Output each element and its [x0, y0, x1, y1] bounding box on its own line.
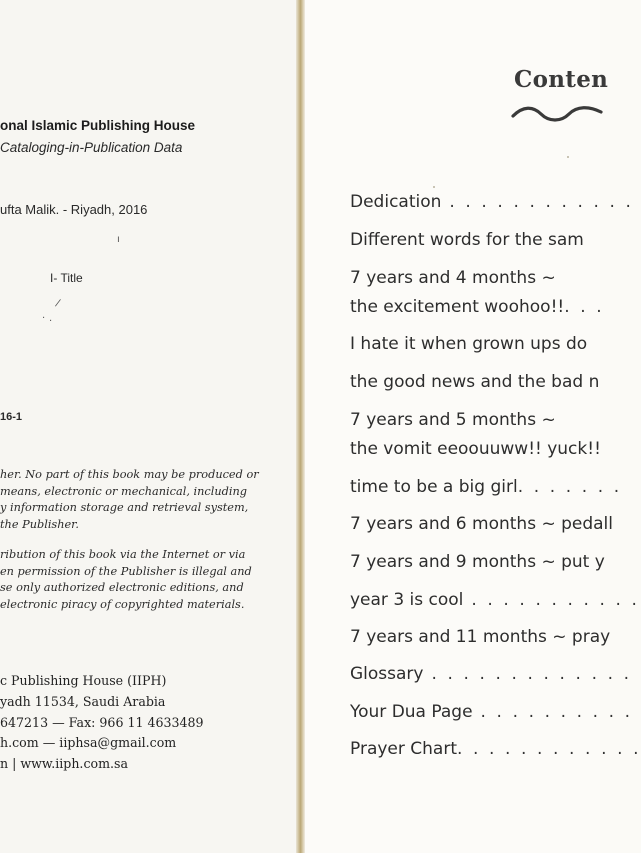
distribution-line: electronic piracy of copyrighted materials. [0, 598, 245, 612]
toc-entry [350, 739, 641, 759]
toc-entry-text: 7 years and 4 months ~ [350, 268, 556, 288]
toc-entry-text: the excitement woohoo!! [350, 297, 565, 317]
toc-leader-dots: . . . . . . . . . . [472, 702, 633, 722]
toc-entry [350, 664, 632, 684]
cip-publisher-title: onal Islamic Publishing House [0, 118, 196, 133]
distribution-line: en permission of the Publisher is illegal and [0, 564, 252, 578]
isbn-fragment: 16-1 [0, 411, 23, 423]
contents-page [305, 0, 641, 853]
toc-entry [350, 702, 633, 722]
toc-entry-text: 7 years and 6 months ~ pedall [350, 514, 614, 534]
stray-mark: ı [117, 234, 120, 245]
toc-entry-text: 7 years and 9 months ~ put y [350, 552, 605, 572]
contents-heading: Conten [514, 66, 609, 93]
copyright-line: means, electronic or mechanical, including [0, 484, 247, 498]
toc-entry-text: the vomit eeoouuww!! yuck!! [350, 439, 601, 459]
toc-entry-text: year 3 is cool [350, 590, 464, 610]
cip-author-line: ufta Malik. - Riyadh, 2016 [0, 202, 148, 217]
publisher-line: n | www.iiph.com.sa [0, 756, 128, 772]
toc-entry-text: Prayer Chart [350, 739, 457, 759]
toc-entry [350, 297, 604, 317]
toc-entry-text: Dedication [350, 192, 442, 212]
toc-entry [350, 334, 587, 354]
toc-entry [350, 552, 605, 572]
paper-speck [433, 186, 435, 188]
toc-entry [350, 477, 622, 497]
cip-title-entry: I- Title [50, 271, 83, 285]
toc-leader-dots: . . . . . . . . . . . . [457, 739, 641, 759]
copyright-page [0, 0, 297, 853]
toc-entry-text: 7 years and 11 months ~ pray [350, 627, 611, 647]
publisher-line: yadh 11534, Saudi Arabia [0, 693, 166, 709]
book-gutter [296, 0, 305, 853]
toc-entry [350, 192, 634, 212]
toc-entry-text: the good news and the bad n [350, 372, 600, 392]
toc-entry [350, 230, 584, 250]
toc-leader-dots: . . . . . . . . . . . . . [423, 664, 632, 684]
distribution-line: se only authorized electronic editions, and [0, 581, 244, 595]
toc-leader-dots: . . . . . . . . . . . . [441, 192, 634, 212]
toc-entry [350, 439, 601, 459]
distribution-notice [0, 547, 252, 614]
toc-entry-text: 7 years and 5 months ~ [350, 410, 556, 430]
toc-leader-dots: . . . . . . . . . . . [463, 590, 640, 610]
toc-entry [350, 372, 599, 392]
toc-entry [350, 410, 556, 430]
publisher-address [0, 671, 204, 775]
stray-mark: · [49, 316, 53, 327]
distribution-line: ribution of this book via the Internet or via [0, 548, 246, 561]
copyright-notice [0, 467, 259, 534]
toc-entry-text: Different words for the sam [350, 230, 584, 250]
publisher-line: c Publishing House (IIPH) [0, 673, 167, 688]
toc-entry-text: Your Dua Page [350, 702, 473, 722]
publisher-line: 647213 — Fax: 966 11 4633489 [0, 714, 204, 730]
toc-entry [350, 268, 556, 288]
toc-entry-text: Glossary [350, 664, 424, 684]
copyright-line: the Publisher. [0, 518, 79, 532]
publisher-line: h.com — iiphsa@gmail.com [0, 735, 177, 751]
stray-mark: / [54, 297, 62, 310]
stray-mark: · [42, 313, 46, 324]
toc-leader-dots: . . . . . . . [517, 477, 622, 497]
toc-entry [350, 514, 613, 534]
toc-entry [350, 590, 640, 610]
toc-entry [350, 627, 610, 647]
toc-entry-text: I hate it when grown ups do [350, 334, 588, 354]
paper-speck [567, 156, 569, 158]
toc-leader-dots: . . . [564, 297, 605, 317]
copyright-line: her. No part of this book may be produced or [0, 468, 259, 481]
cip-subtitle: Cataloging-in-Publication Data [0, 140, 183, 155]
copyright-line: y information storage and retrieval system, [0, 501, 249, 515]
squiggle-divider [511, 104, 601, 124]
toc-entry-text: time to be a big girl [350, 477, 518, 497]
